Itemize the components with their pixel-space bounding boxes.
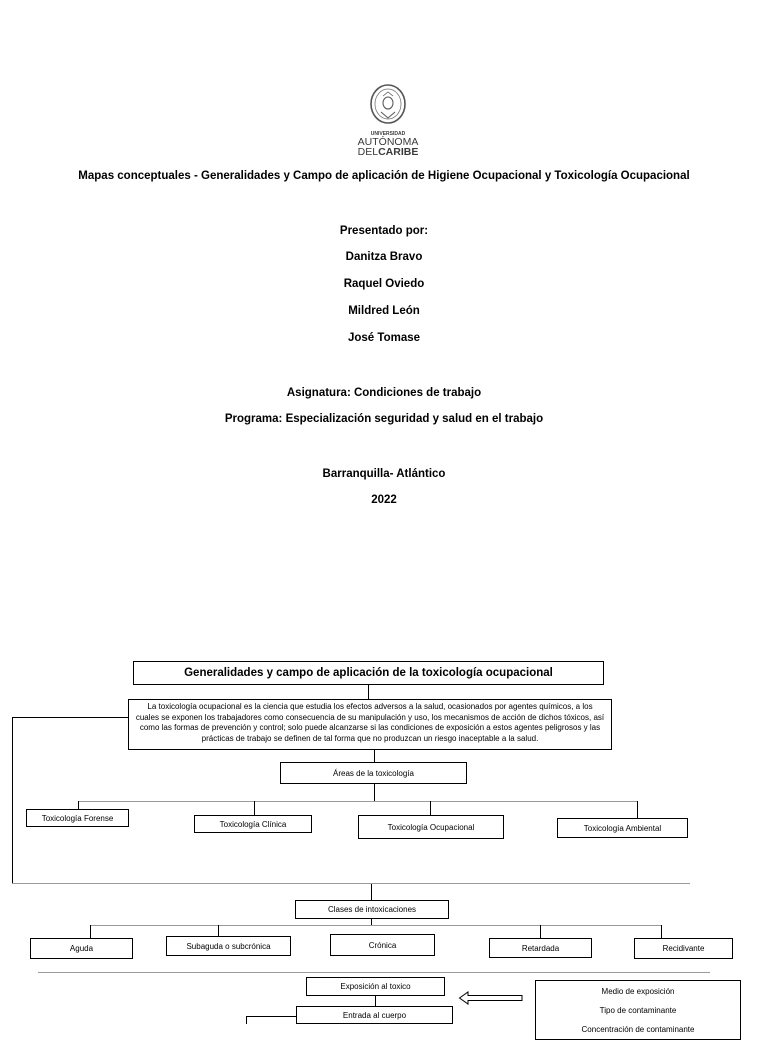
connector [637, 801, 638, 818]
connector [374, 784, 375, 802]
document-title: Mapas conceptuales - Generalidades y Campo de aplicación de Higiene Ocupacional y Toxicología Ocupacional [78, 170, 690, 182]
author-name: Mildred León [348, 305, 420, 317]
factor-medium: Medio de exposición [601, 987, 675, 996]
connector [12, 717, 128, 718]
intox-chronic: Crónica [330, 934, 435, 956]
location-line: Barranquilla- Atlántico [322, 468, 446, 480]
logo-line3b: CARIBE [378, 146, 419, 158]
author-name: José Tomase [347, 332, 420, 344]
exposure-factors-box [535, 980, 741, 1040]
separator-line [12, 883, 690, 884]
intox-delayed: Retardada [489, 938, 592, 958]
branch-line [90, 925, 661, 926]
logo-line3a: DEL [357, 146, 379, 158]
area-environmental: Toxicología Ambiental [557, 818, 688, 838]
connector [371, 884, 372, 900]
intox-acute: Aguda [30, 938, 133, 959]
connector [12, 717, 13, 883]
exposure-box: Exposición al toxico [306, 977, 445, 996]
intox-recurrent: Recidivante [634, 938, 733, 959]
connector [661, 925, 662, 938]
area-forensic: Toxicología Forense [26, 809, 129, 827]
connector [374, 750, 375, 762]
program-line: Programa: Especialización seguridad y salud en el trabajo [224, 413, 544, 425]
connector [540, 925, 541, 938]
definition-box: La toxicología ocupacional es la ciencia que estudia los efectos adversos a la salud, ocasionados por agentes químicos, a los cuales se exponen los trabajadores como consecuencia de su manipulación y uso, los mecanismos de acción de dichos tóxicos, así como las formas de prevención y control; solo puede alcanzarse si las condiciones de exposición a estos agentes peligrosos y las prácticas de trabajo se definen de tal forma que no produzcan un riesgo inaceptable a la salud. [128, 699, 612, 750]
logo-line1: UNIVERSIDAD [370, 131, 406, 137]
svg-text:DELCARIBE [358, 146, 419, 158]
connector [375, 996, 376, 1006]
intoxication-classes-box: Clases de intoxicaciones [295, 900, 449, 919]
map-title: Generalidades y campo de aplicación de la toxicología ocupacional [133, 661, 604, 685]
intox-subacute: Subaguda o subcrónica [166, 936, 291, 956]
connector [254, 801, 255, 815]
subject-line: Asignatura: Condiciones de trabajo [286, 387, 482, 399]
area-occupational: Toxicología Ocupacional [358, 815, 504, 839]
university-logo [355, 82, 421, 162]
factor-contaminant-type: Tipo de contaminante [599, 1006, 677, 1015]
factor-concentration: Concentración de contaminante [581, 1025, 695, 1034]
year-line: 2022 [371, 494, 397, 506]
connector [78, 801, 79, 809]
connector [368, 685, 369, 699]
entry-box: Entrada al cuerpo [296, 1006, 453, 1024]
presented-by-label: Presentado por: [339, 225, 429, 237]
logo-line2: AUTÓNOMA [357, 136, 419, 148]
area-clinical: Toxicología Clínica [194, 815, 312, 833]
connector [430, 801, 431, 815]
author-name: Danitza Bravo [345, 251, 423, 263]
author-name: Raquel Oviedo [343, 278, 425, 290]
separator-line [38, 972, 710, 973]
connector [90, 925, 91, 938]
branch-line [78, 801, 638, 802]
connector [246, 1016, 296, 1017]
areas-box: Áreas de la toxicología [280, 762, 467, 784]
connector [218, 925, 219, 936]
connector [246, 1016, 247, 1024]
left-arrow-icon [459, 991, 523, 1005]
